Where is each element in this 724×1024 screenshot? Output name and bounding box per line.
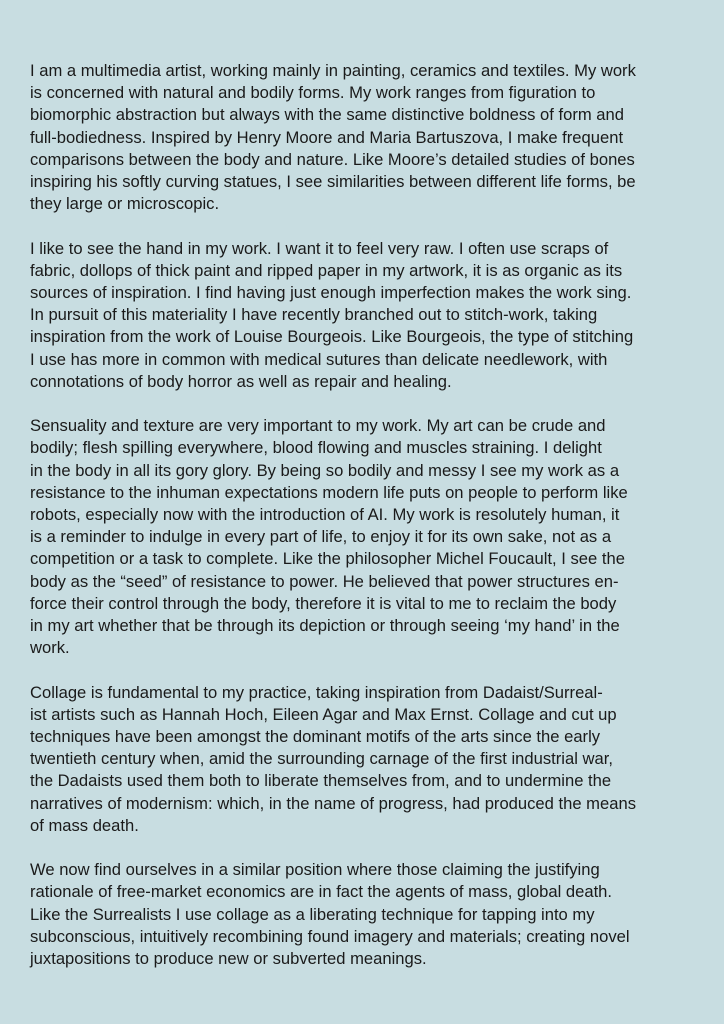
text-line: inspiring his softly curving statues, I see similarities between different life forms, be — [30, 172, 636, 192]
text-line: Collage is fundamental to my practice, taking inspiration from Dadaist/Surreal- — [30, 682, 603, 702]
text-line: in my art whether that be through its depiction or through seeing ‘my hand’ in the — [30, 616, 620, 636]
statement-body — [30, 60, 694, 970]
text-line: I am a multimedia artist, working mainly in painting, ceramics and textiles. My work — [30, 61, 636, 80]
statement-paragraph — [30, 415, 694, 659]
text-line: narratives of modernism: which, in the name of progress, had produced the means — [30, 793, 636, 813]
text-line: force their control through the body, therefore it is vital to me to reclaim the body — [30, 593, 617, 613]
text-line: robots, especially now with the introduction of AI. My work is resolutely human, it — [30, 505, 620, 525]
text-line: rationale of free-market economics are in fact the agents of mass, global death. — [30, 882, 613, 902]
text-line: In pursuit of this materiality I have recently branched out to stitch-work, taking — [30, 305, 598, 325]
text-line: ist artists such as Hannah Hoch, Eileen Agar and Max Ernst. Collage and cut up — [30, 704, 617, 724]
text-line: twentieth century when, amid the surrounding carnage of the first industrial war, — [30, 749, 613, 769]
statement-paragraph — [30, 859, 694, 970]
text-line: body as the “seed” of resistance to power. He believed that power structures en- — [30, 571, 619, 591]
text-line: sources of inspiration. I find having just enough imperfection makes the work sing. — [30, 283, 632, 303]
statement-paragraph — [30, 60, 694, 215]
text-line: of mass death. — [30, 815, 139, 835]
text-line: competition or a task to complete. Like the philosopher Michel Foucault, I see the — [30, 549, 625, 569]
text-line: connotations of body horror as well as repair and healing. — [30, 371, 452, 391]
statement-paragraph — [30, 682, 694, 837]
text-line: subconscious, intuitively recombining found imagery and materials; creating novel — [30, 926, 630, 946]
text-line: biomorphic abstraction but always with the same distinctive boldness of form and — [30, 105, 624, 125]
text-line: Like the Surrealists I use collage as a liberating technique for tapping into my — [30, 904, 595, 924]
text-line: inspiration from the work of Louise Bourgeois. Like Bourgeois, the type of stitching — [30, 327, 634, 347]
text-line: full-bodiedness. Inspired by Henry Moore and Maria Bartuszova, I make frequent — [30, 127, 624, 147]
text-line: work. — [30, 638, 70, 658]
text-line: in the body in all its gory glory. By being so bodily and messy I see my work as a — [30, 460, 620, 480]
text-line: they large or microscopic. — [30, 194, 220, 214]
statement-paragraph — [30, 238, 694, 393]
text-line: juxtapositions to produce new or subverted meanings. — [30, 949, 427, 969]
text-line: bodily; flesh spilling everywhere, blood flowing and muscles straining. I delight — [30, 438, 602, 458]
text-line: fabric, dollops of thick paint and ripped paper in my artwork, it is as organic as its — [30, 260, 623, 280]
text-line: the Dadaists used them both to liberate themselves from, and to undermine the — [30, 771, 612, 791]
text-line: I use has more in common with medical sutures than delicate needlework, with — [30, 349, 608, 369]
text-line: We now find ourselves in a similar position where those claiming the justifying — [30, 860, 600, 880]
text-line: techniques have been amongst the dominant motifs of the arts since the early — [30, 727, 601, 747]
text-line: comparisons between the body and nature. Like Moore’s detailed studies of bones — [30, 149, 635, 169]
text-line: resistance to the inhuman expectations modern life puts on people to perform like — [30, 482, 628, 502]
text-line: is a reminder to indulge in every part of life, to enjoy it for its own sake, not as a — [30, 527, 612, 547]
text-line: Sensuality and texture are very important to my work. My art can be crude and — [30, 416, 606, 436]
text-line: I like to see the hand in my work. I want it to feel very raw. I often use scraps of — [30, 238, 609, 258]
text-line: is concerned with natural and bodily forms. My work ranges from figuration to — [30, 83, 596, 103]
